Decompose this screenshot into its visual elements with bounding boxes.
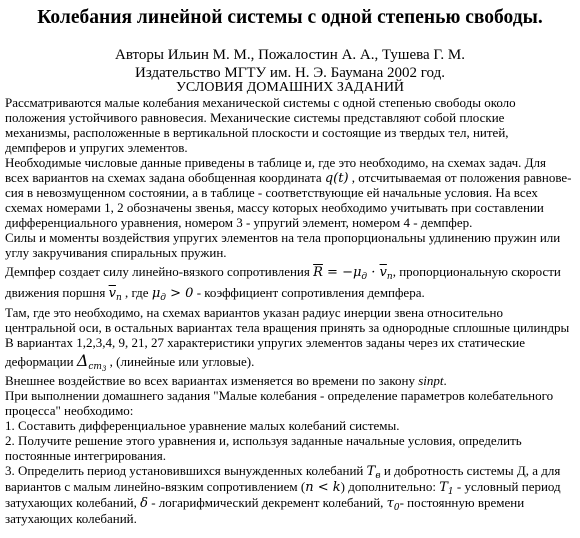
text-fragment: , (линейные или угловые). — [106, 353, 255, 369]
math-resistance-formula: $\overline{R} = -\mu_д \cdot \overline{v}_п$ — [313, 264, 393, 282]
text-line: Необходимые числовые данные приведены в таблице и, где это необходимо, на схемах задач. Для — [5, 154, 546, 170]
text-fragment: - коэффициент сопротивления демпфера. — [193, 284, 425, 300]
text-fragment: деформации — [5, 353, 77, 369]
text-line: процесса" необходимо: — [5, 403, 134, 419]
text-line: сия в невозмущенном состоянии, а в таблице - соответствующие ей начальные условия. На всех — [5, 185, 538, 201]
text-line: В вариантах 1,2,3,4, 9, 21, 27 характеристики упругих элементов заданы через их статические — [5, 334, 526, 350]
paragraph-forces — [5, 231, 580, 261]
text-line — [5, 350, 580, 373]
list-item: 2. Получите решение этого уравнения и, используя заданные начальные условия, определить — [5, 433, 522, 449]
text-line: схемах номерами 1, 2 обозначены звенья, массу которых необходимо учитывать при составлении — [5, 200, 544, 216]
text-line: демпферов и упругих элементов. — [5, 139, 188, 155]
text-fragment: - условный период — [453, 478, 561, 494]
math-log-decrement: δ — [140, 495, 148, 511]
text-fragment: , пропорциональную скорости — [392, 263, 561, 279]
text-line: положения устойчивого равновесия. Механические системы представляют собой плоские — [5, 109, 505, 125]
text-line: дифференциального уравнения, номером 3 - упругий элемент, номером 4 - демпфер. — [5, 215, 473, 231]
math-static-deformation: $\Delta_{ст3}$ — [76, 350, 107, 373]
text-fragment: - постоянную времени — [399, 494, 525, 510]
text-fragment: Демпфер создает силу линейно-вязкого сопротивления — [5, 263, 314, 279]
text-line — [5, 171, 580, 187]
text-line: Силы и моменты воздействия упругих элементов на тела пропорциональны удлинению пружин или — [5, 230, 561, 246]
text-line — [5, 374, 580, 389]
text-fragment: Внешнее воздействие во всех вариантах изменяется во времени по закону — [5, 373, 419, 389]
math-condition: n < k — [305, 479, 341, 495]
text-line — [5, 265, 580, 281]
text-fragment: вариантов с малым линейно-вязким сопротивлением ( — [5, 478, 306, 494]
text-fragment: , отсчитываемая от положения равнове- — [348, 169, 572, 185]
publisher-line: Издательство МГТУ им. Н. Э. Баумана 2002 год. — [135, 65, 445, 81]
text-fragment: всех вариантов на схемах задана обобщенная координата — [5, 169, 325, 185]
text-fragment: . — [443, 373, 447, 389]
authors-line: Авторы Ильин М. М., Пожалостин А. А., Тушева Г. М. — [114, 47, 465, 63]
text-fragment: ) дополнительно: — [340, 478, 440, 494]
text-fragment: - логарифмический декремент колебаний, — [147, 494, 387, 510]
text-line: Рассматриваются малые колебания механической системы с одной степенью свободы около — [5, 95, 516, 110]
text-line — [5, 286, 580, 302]
text-line — [5, 480, 580, 496]
text-line: углу закручивания спиральных пружин. — [5, 245, 227, 261]
math-forced-period: $T_в$ — [366, 463, 381, 481]
task-list — [5, 419, 580, 526]
math-coordinate: q(t) — [324, 170, 349, 186]
text-fragment: затухающих колебаний, — [5, 494, 141, 510]
text-line — [5, 496, 580, 512]
document-title: Колебания линейной системы с одной степенью свободы. — [37, 7, 543, 28]
paragraph-inertia — [5, 306, 580, 371]
paragraph-data — [5, 156, 580, 232]
text-line: механизмы, расположенные в вертикальной плоскости и состоящие из твердых тел, нитей, — [5, 124, 509, 140]
math-damping-coefficient: $\mu_д > 0$ — [151, 285, 194, 303]
math-piston-velocity: $\overline{v}_п$ — [108, 285, 122, 303]
list-item: 1. Составить дифференциальное уравнение малых колебаний системы. — [5, 418, 400, 434]
paragraph-task-intro — [5, 389, 580, 419]
math-time-constant: $\tau_0$ — [386, 495, 400, 513]
list-item — [5, 464, 580, 480]
text-line: постоянные интегрирования. — [5, 447, 166, 463]
text-line: затухающих колебаний. — [5, 510, 137, 526]
math-damped-period: $T_1$ — [439, 479, 454, 497]
text-line: При выполнении домашнего задания "Малые колебания - определение параметров колебательного — [5, 388, 554, 404]
paragraph-damper — [5, 265, 580, 302]
document-body — [5, 96, 580, 526]
text-line: центральной оси, в остальных вариантах тела вращения принять за однородные сплошные цилиндры — [5, 319, 570, 335]
math-sinpt: sinpt — [418, 373, 444, 389]
text-line: Там, где это необходимо, на схемах вариантов указан радиус инерции звена относительно — [5, 304, 503, 320]
text-fragment: , где — [121, 284, 152, 300]
text-fragment: 3. Определить период установившихся вынужденных колебаний — [5, 462, 367, 478]
paragraph-excitation — [5, 374, 580, 389]
text-fragment: движения поршня — [5, 284, 109, 300]
section-heading: УСЛОВИЯ ДОМАШНИХ ЗАДАНИЙ — [175, 80, 405, 95]
paragraph-intro — [5, 96, 580, 156]
text-fragment: и добротность системы Д, а для — [380, 462, 561, 478]
